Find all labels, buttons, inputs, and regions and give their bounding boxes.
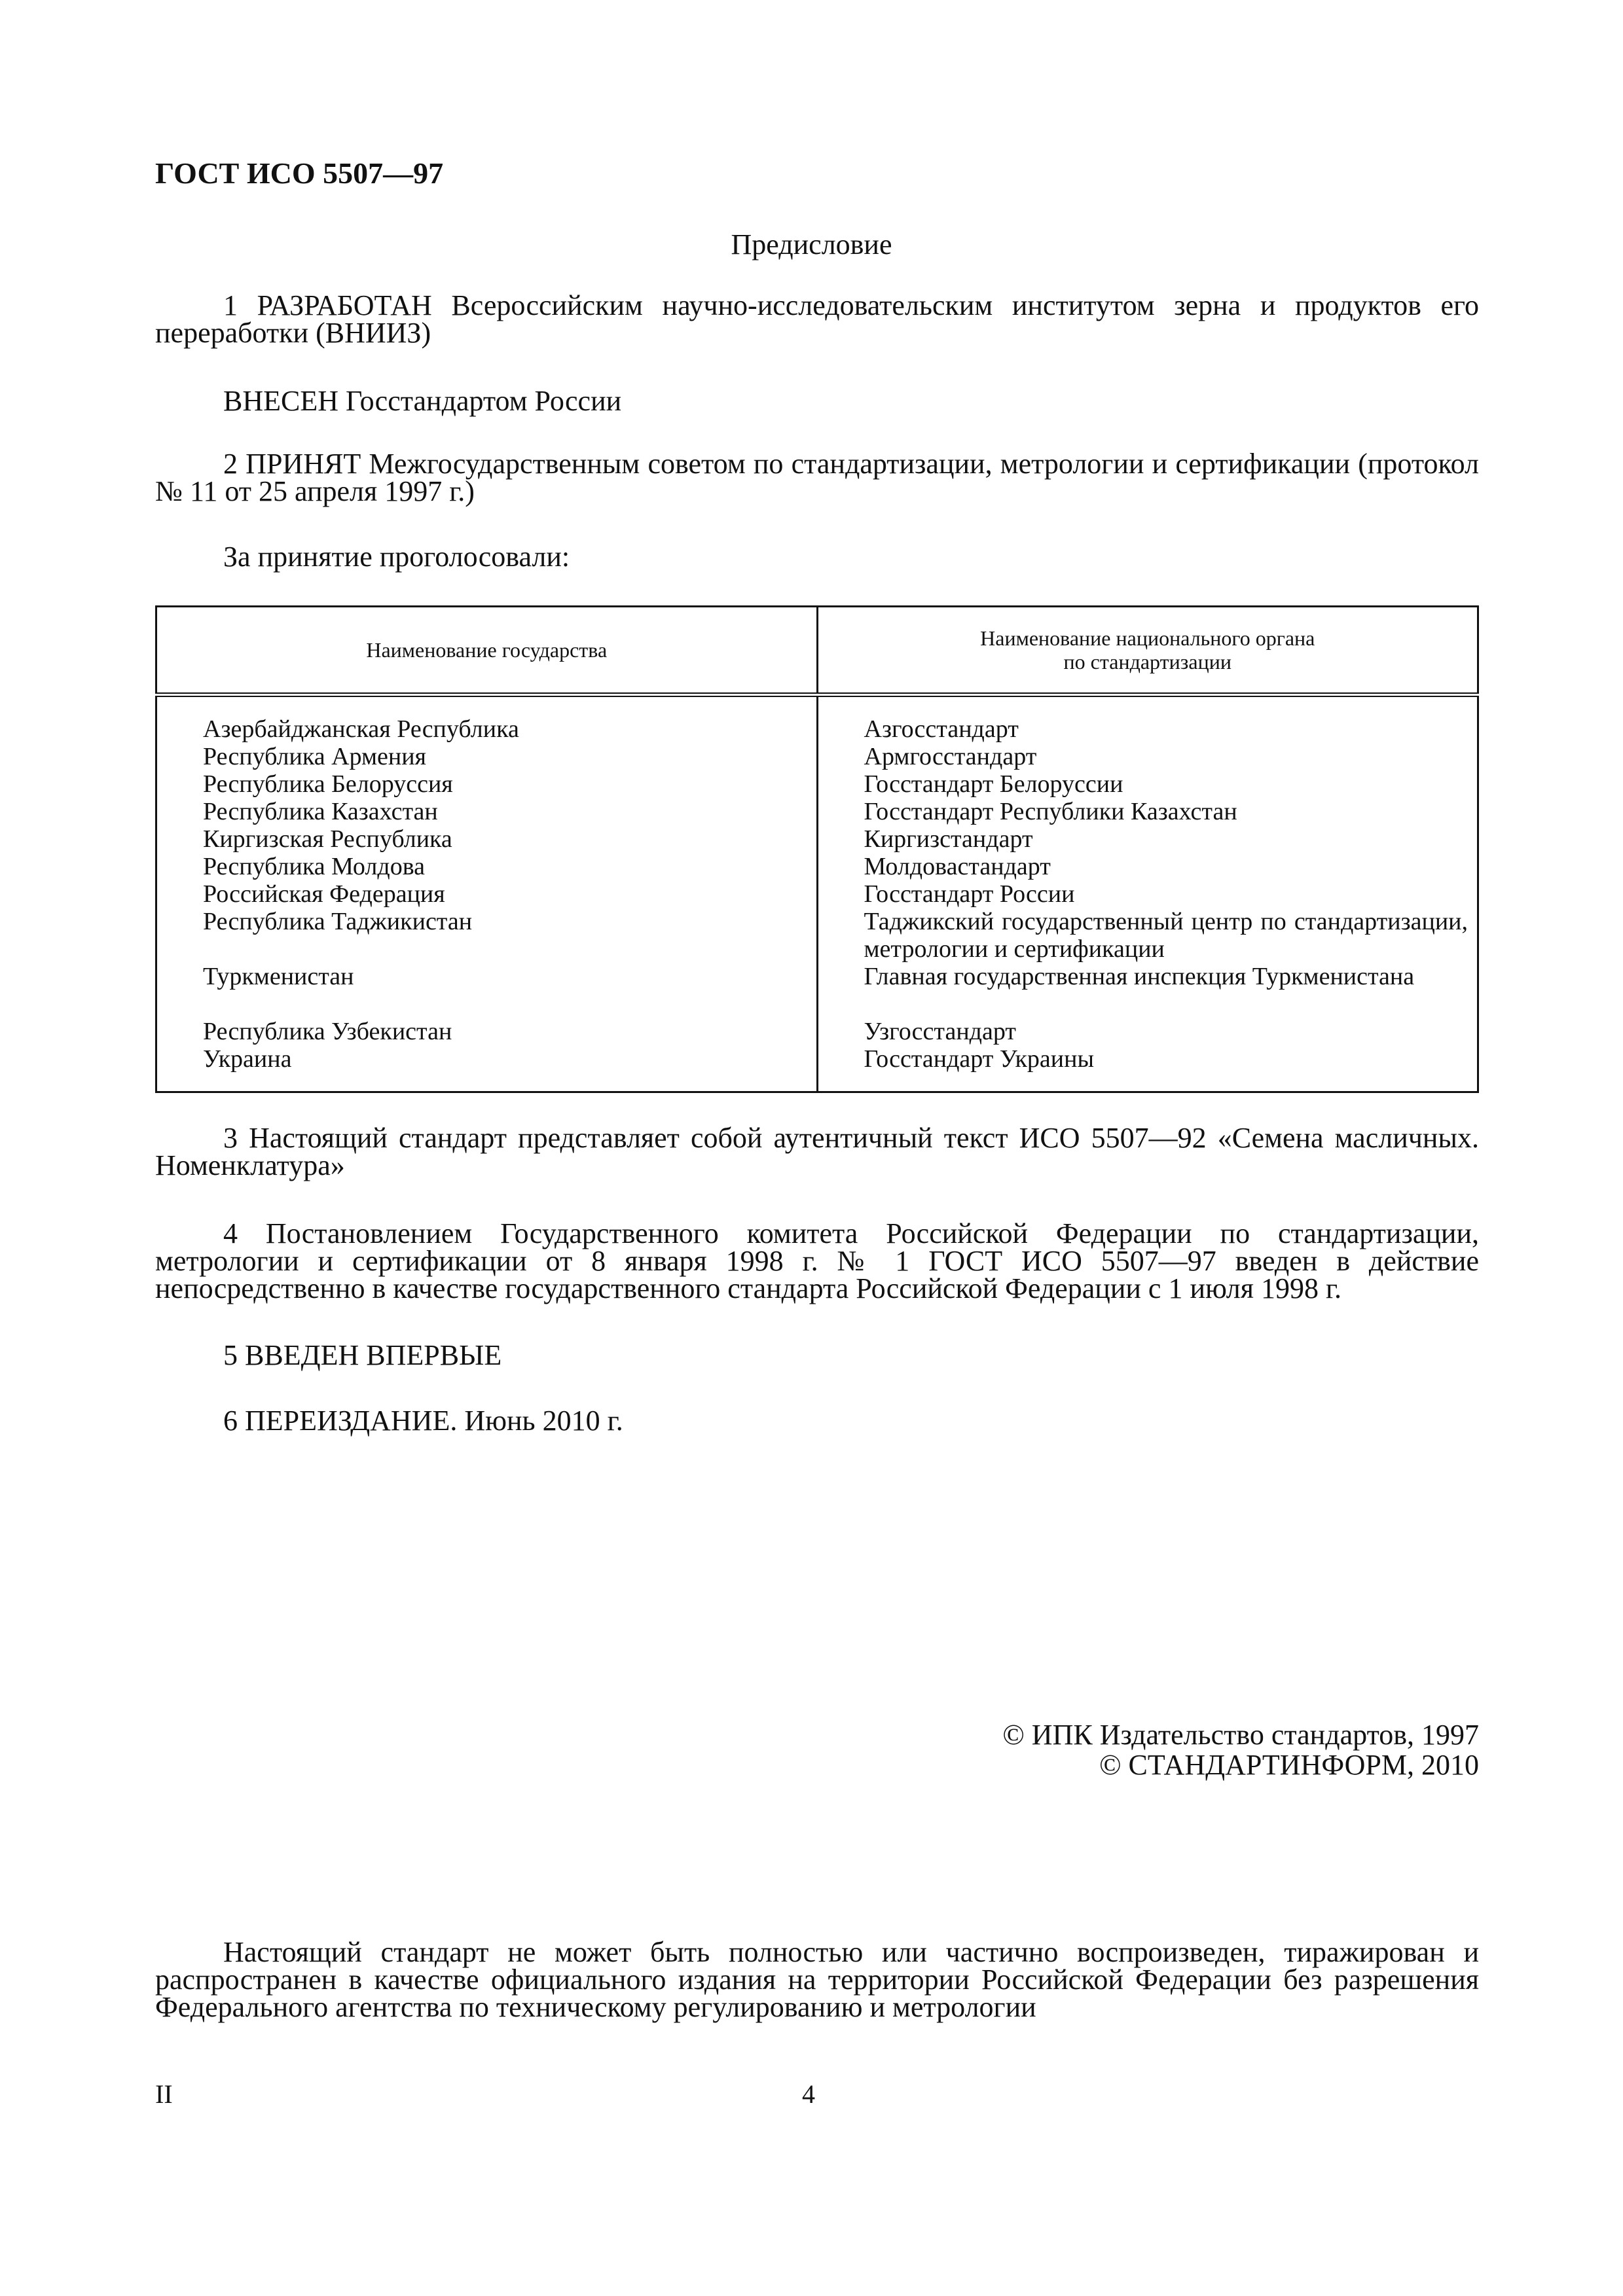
document-code: ГОСТ ИСО 5507—97 (155, 156, 444, 190)
copyright-ipk: © ИПК Издательство стандартов, 1997 (1002, 1719, 1479, 1751)
state-name: Республика Армения (203, 743, 427, 770)
organ-name: Молдовастандарт (864, 853, 1051, 880)
organ-name: Госстандарт Украины (864, 1045, 1094, 1073)
state-name: Республика Казахстан (203, 798, 438, 825)
state-name: Республика Узбекистан (203, 1018, 452, 1045)
organ-name: Главная государственная инспекция Туркменистана (864, 963, 1415, 990)
state-name: Российская Федерация (203, 880, 445, 908)
paragraph-authentic-text: 3 Настоящий стандарт представляет собой аутентичный текст ИСО 5507—92 «Семена масличных. Номенклатура» (155, 1122, 1479, 1181)
state-name: Республика Таджикистан (203, 908, 473, 935)
organ-column (817, 695, 1478, 1092)
column-header-state: Наименование государства (156, 607, 818, 695)
page-roman-numeral: II (155, 2079, 173, 2109)
state-name: Туркменистан (203, 963, 354, 990)
paragraph-adopted: 2 ПРИНЯТ Межгосударственным советом по стандартизации, метрологии и сертификации (протокол № 11 от 25 апреля 1997 г.) (155, 448, 1479, 507)
paragraph-voted: За принятие проголосовали: (223, 541, 570, 573)
organ-name: Азгосстандарт (864, 715, 1019, 743)
organ-name: Киргизстандарт (864, 825, 1033, 853)
organ-name: Госстандарт России (864, 880, 1075, 908)
paragraph-developed: 1 РАЗРАБОТАН Всероссийским научно-исследовательским институтом зерна и продуктов его переработки (ВНИИЗ) (155, 289, 1479, 349)
state-name: Республика Белоруссия (203, 770, 453, 798)
page-number: 4 (802, 2079, 815, 2109)
paragraph-submitted: ВНЕСЕН Госстандартом России (223, 385, 622, 417)
table-body-row (156, 695, 1478, 1092)
state-name: Украина (203, 1045, 292, 1073)
column-header-organ-line2: по стандартизации (1063, 650, 1231, 673)
organ-name: Узгосстандарт (864, 1018, 1016, 1045)
state-name: Киргизская Республика (203, 825, 452, 853)
state-name: Республика Молдова (203, 853, 426, 880)
organ-name: Таджикский государственный центр по стандартизации, метрологии и сертификации (864, 908, 1468, 963)
organ-name: Армгосстандарт (864, 743, 1037, 770)
paragraph-introduced: 5 ВВЕДЕН ВПЕРВЫЕ (223, 1339, 502, 1371)
table-header-row (156, 607, 1478, 695)
state-column (156, 695, 818, 1092)
column-header-organ (817, 607, 1478, 695)
state-name: Азербайджанская Республика (203, 715, 519, 743)
reproduction-notice: Настоящий стандарт не может быть полностью или частично воспроизведен, тиражирован и распространен в качестве официального издания на территории Российской Федерации без разрешения Федерального агентства по техническому регулированию и метрологии (155, 1936, 1479, 2023)
column-header-organ-line1: Наименование национального органа (980, 626, 1315, 650)
voting-table (155, 605, 1479, 1093)
organ-name: Госстандарт Республики Казахстан (864, 798, 1237, 825)
paragraph-resolution: 4 Постановлением Государственного комитета Российской Федерации по стандартизации, метрологии и сертификации от 8 января 1998 г. № 1 ГОСТ ИСО 5507—97 введен в действие непосредственно в качестве государственного стандарта Российской Федерации с 1 июля 1998 г. (155, 1217, 1479, 1304)
section-heading: Предисловие (731, 228, 892, 260)
organ-name: Госстандарт Белоруссии (864, 770, 1123, 798)
copyright-standartinform: © СТАНДАРТИНФОРМ, 2010 (1099, 1749, 1479, 1781)
paragraph-reissue: 6 ПЕРЕИЗДАНИЕ. Июнь 2010 г. (223, 1405, 623, 1437)
